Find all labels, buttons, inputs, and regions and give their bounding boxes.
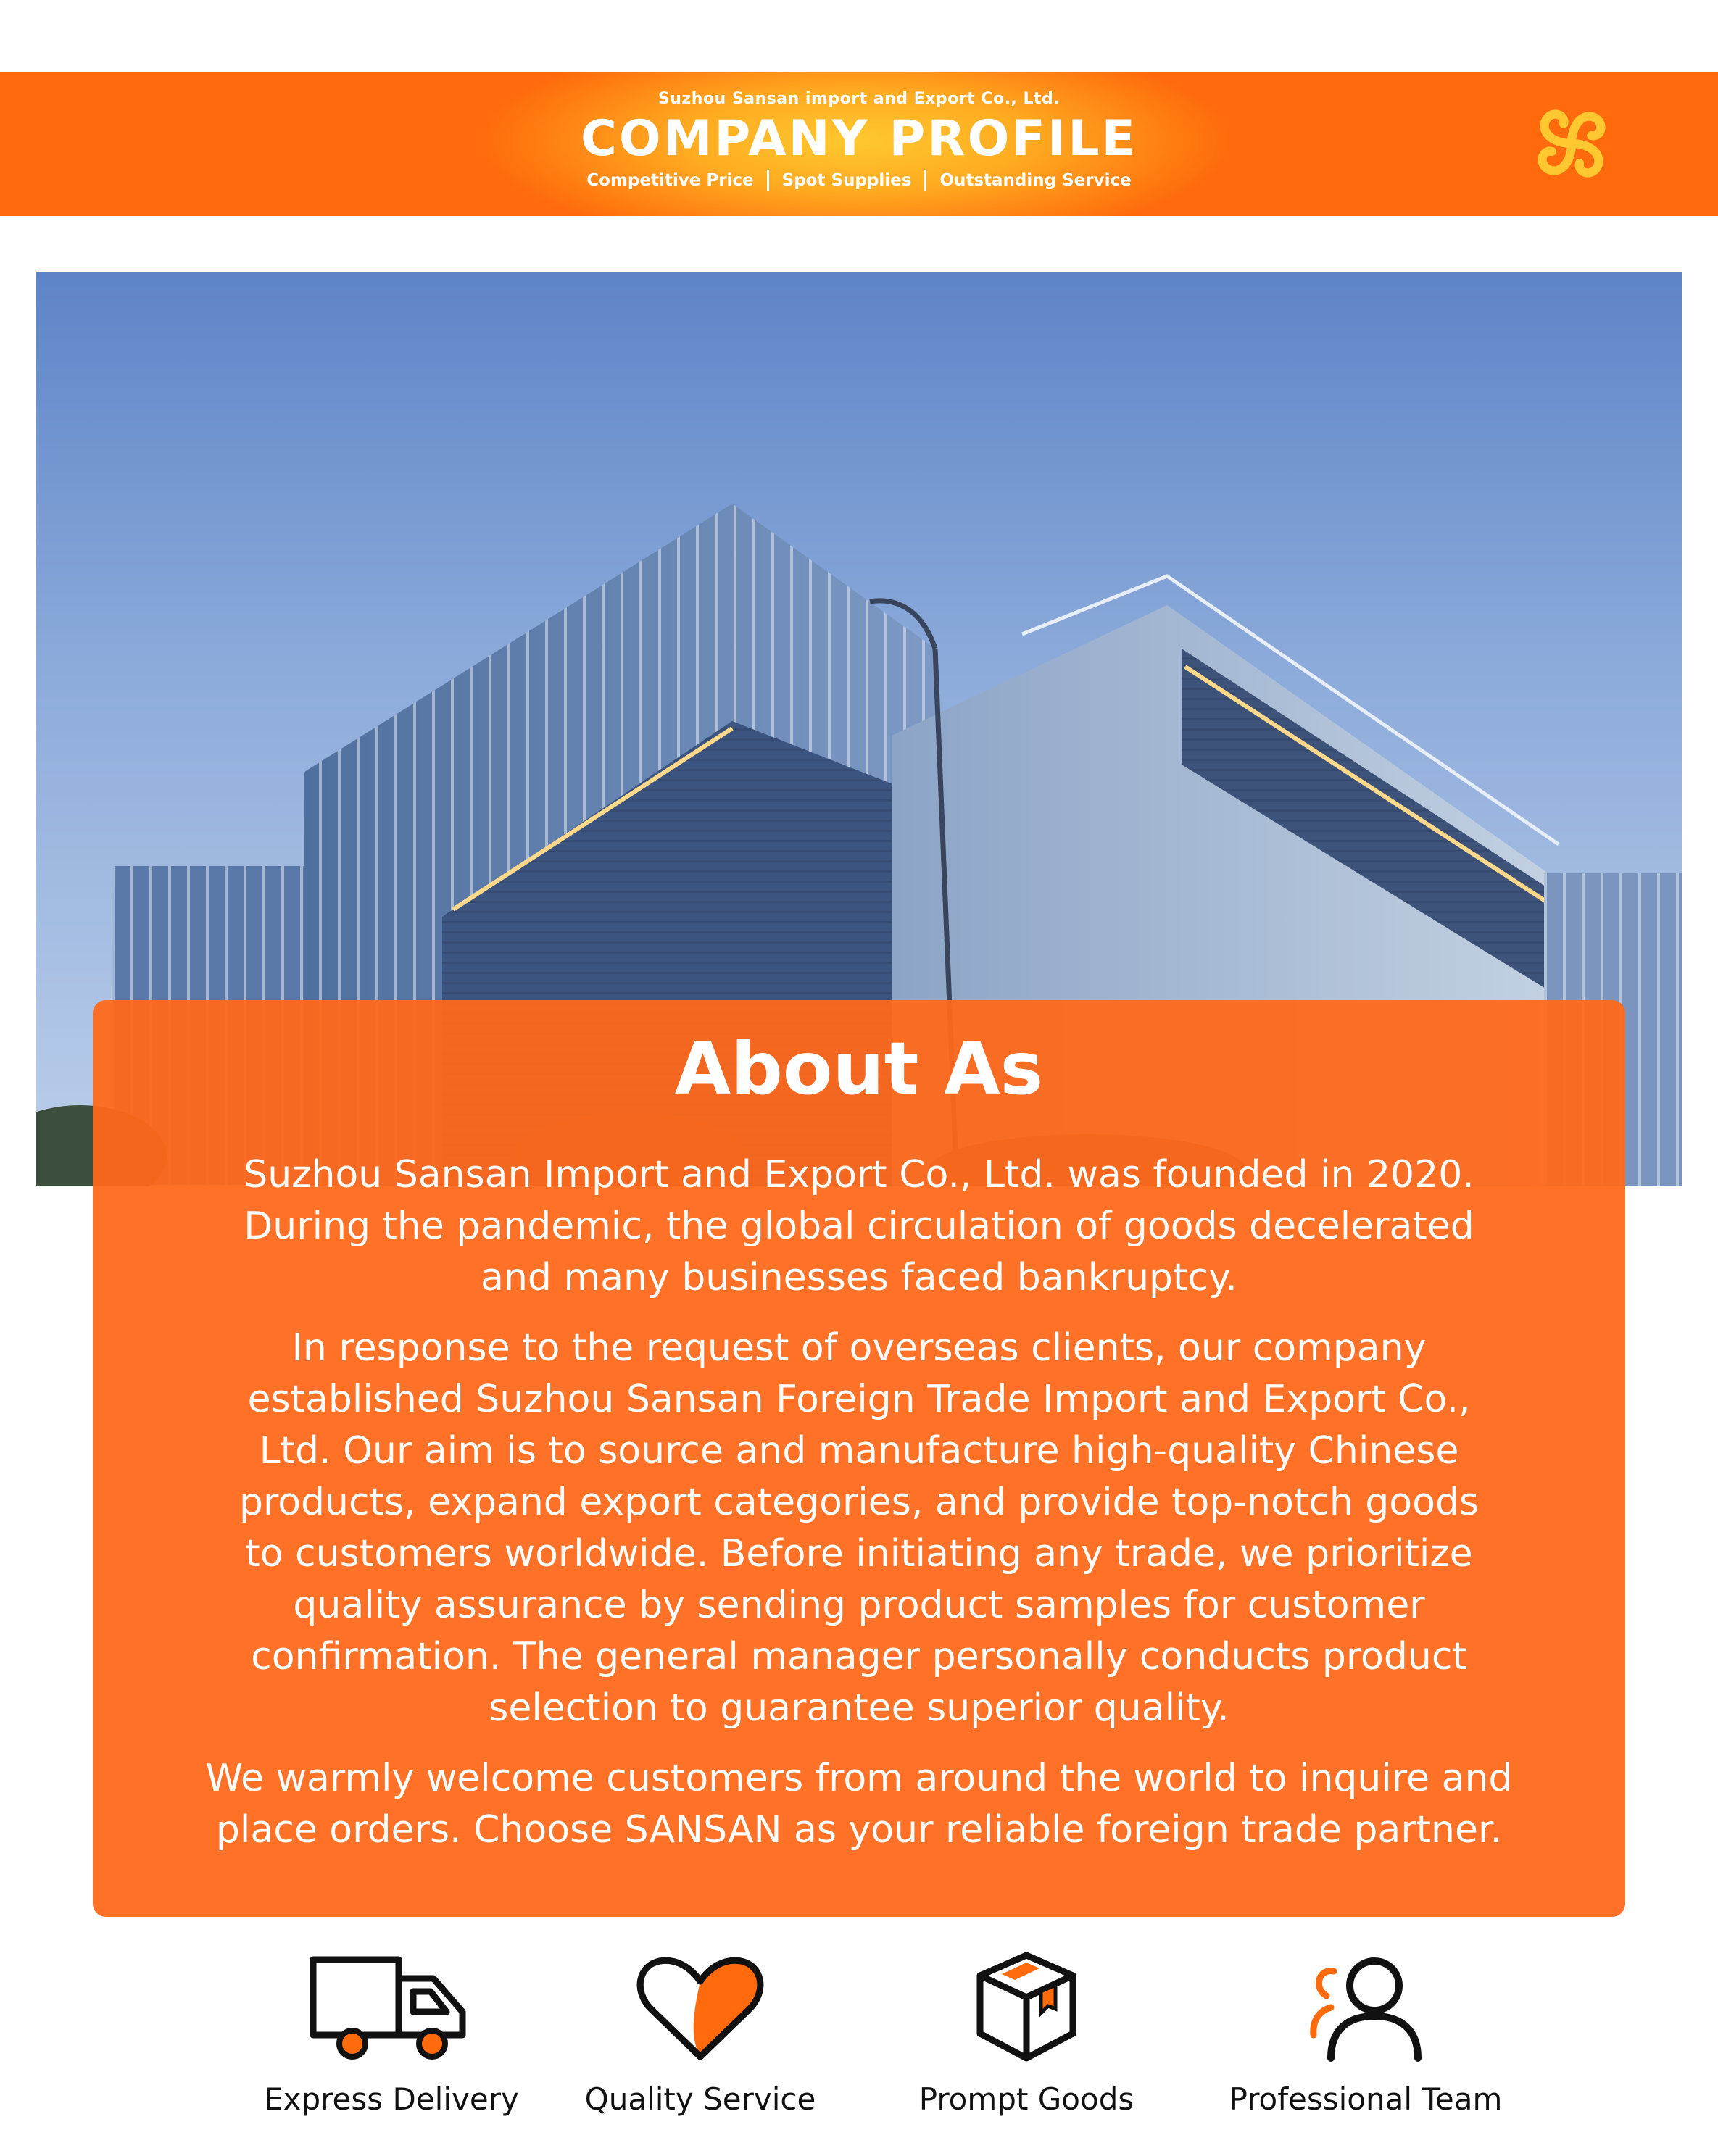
about-line: During the pandemic, the global circulation of goods decelerated — [244, 1204, 1474, 1248]
about-paragraph-2 — [144, 1323, 1574, 1734]
box-icon — [939, 1949, 1113, 2065]
about-line: selection to guarantee superior quality. — [489, 1686, 1229, 1730]
feature-label: Professional Team — [1229, 2081, 1503, 2117]
swirl-logo-icon — [1522, 94, 1621, 193]
about-line: Ltd. Our aim is to source and manufacture high-quality Chinese — [259, 1429, 1459, 1473]
feature-express-delivery — [232, 1949, 551, 2117]
feature-label: Quality Service — [584, 2081, 816, 2117]
about-line: Suzhou Sansan Import and Export Co., Ltd. was founded in 2020. — [244, 1153, 1474, 1196]
team-icon — [1279, 1949, 1453, 2065]
page-title: COMPANY PROFILE — [581, 110, 1137, 167]
company-name: Suzhou Sansan import and Export Co., Ltd. — [657, 90, 1061, 108]
tag-outstanding-service: Outstanding Service — [939, 171, 1132, 190]
about-line: products, expand export categories, and provide top-notch goods — [238, 1481, 1480, 1524]
feature-professional-team — [1206, 1949, 1525, 2117]
feature-quality-service — [541, 1949, 860, 2117]
tag-divider — [924, 170, 926, 191]
about-line: We warmly welcome customers from around the world to inquire and — [205, 1757, 1513, 1800]
tag-spot-supplies: Spot Supplies — [781, 171, 912, 190]
about-title: About As — [674, 1026, 1044, 1111]
feature-label: Prompt Goods — [918, 2081, 1134, 2117]
about-paragraph-1 — [144, 1149, 1574, 1304]
tag-divider — [767, 170, 769, 191]
about-line: to customers worldwide. Before initiating any trade, we prioritize — [245, 1532, 1473, 1576]
about-line: established Suzhou Sansan Foreign Trade Import and Export Co., — [247, 1378, 1471, 1421]
feature-label: Express Delivery — [264, 2081, 519, 2117]
company-profile-banner — [0, 72, 1718, 216]
about-line: and many businesses faced bankruptcy. — [481, 1256, 1237, 1299]
truck-icon — [304, 1949, 478, 2065]
about-line: In response to the request of overseas clients, our company — [291, 1326, 1427, 1370]
about-line: confirmation. The general manager personally conducts product — [251, 1635, 1467, 1678]
about-line: quality assurance by sending product samples for customer — [293, 1583, 1425, 1627]
banner-tagline — [0, 170, 1718, 191]
about-section — [93, 1000, 1625, 1917]
tag-competitive-price: Competitive Price — [586, 171, 754, 190]
about-line: place orders. Choose SANSAN as your reliable foreign trade partner. — [215, 1808, 1503, 1852]
feature-prompt-goods — [867, 1949, 1186, 2117]
heart-icon — [613, 1949, 787, 2065]
about-paragraph-3 — [144, 1753, 1574, 1856]
